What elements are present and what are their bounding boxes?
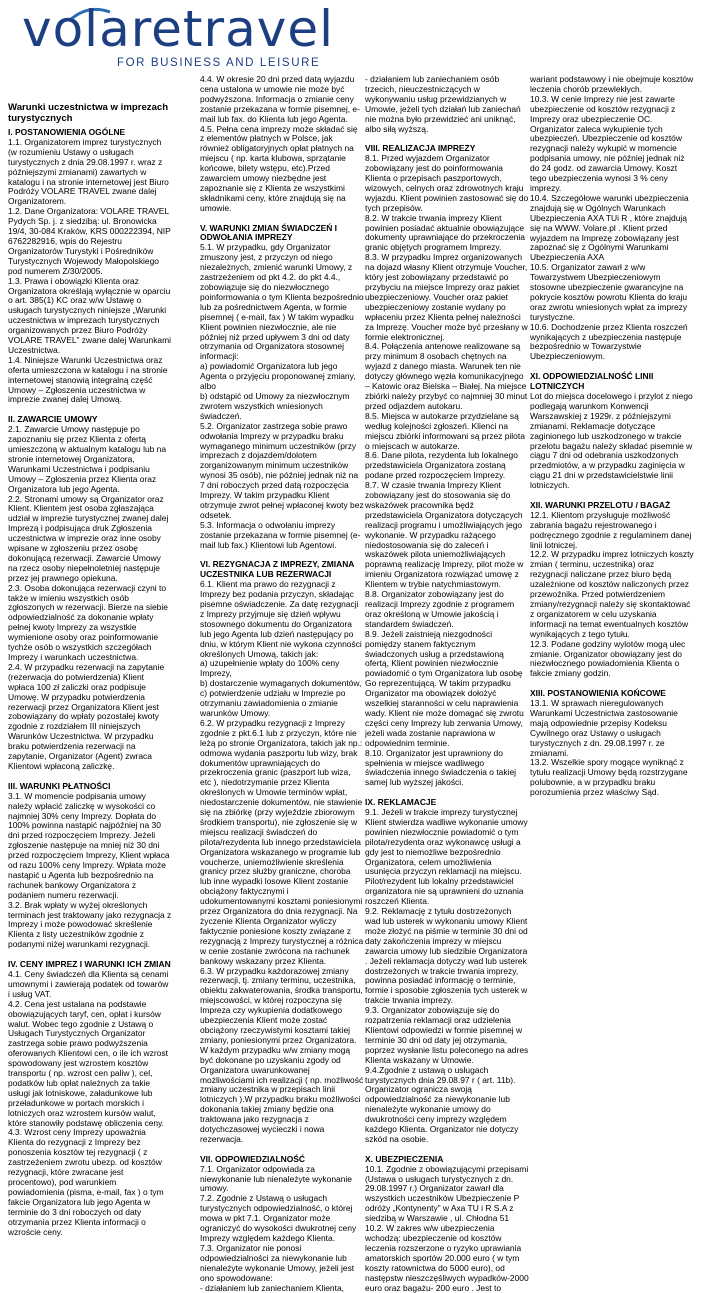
logo-wordmark: volaretravel [22,0,334,58]
paragraph: 7.3. Organizator nie ponosi odpowiedzialności za niewykonanie lub nienależyte wykonanie Umowy, jeżeli jest ono spowodowane: [200,1242,355,1283]
paragraph: 8.10. Organizator jest uprawniony do spełnienia w miejsce wadliwego świadczenia innego świadczenia o takiej samej lub wyższej jakości. [365,747,517,788]
paragraph: 8.8. Organizator zobowiązany jest do realizacji Imprezy zgodnie z programem oraz określoną w Umowie jakością i standardem świadczeń. [365,589,515,629]
section-heading: III. WARUNKI PŁATNOŚCI [8,780,111,791]
paragraph: 10.1. Zgodnie z obowiązującymi przepisami (Ustawa o usługach turystycznych z dn. 29.08.1997 r.) Organizator zawarł dla wszystkich uczestników Ubezpieczenie P odróży „Kontynenty” w Axa TU i R S.A z siedzibą w Warszawie , ul. Chłodna 51 [365,1163,529,1224]
paragraph: Lot do miejsca docelowego i przylot z niego podlegają warunkom Konwencji Warszawskiej z 1929r. z późniejszymi zmianami. Reklamacje dotyczące zaginionego lub uszkodzonego w trakcie przelotu bagażu należy składać pisemnie w ciągu 7 dni od odebrania uszkodzonych przedmiotów, a w przypadku zaginięcia w ciągu 21 dni w przedstawicielstwie linii lotniczych. [530,390,693,491]
paragraph: 2.2. Stronami umowy są Organizator oraz Klient. Klientem jest osoba zgłaszająca udział w imprezie turystycznej zwanej dalej Imprezą i podpisująca druk Zgłoszenia uczestnictwa w imprezie oraz inne osoby wpisane w zgłoszeniu przez osobę dokonującą rezerwacji. Zawarcie Umowy na rzecz osoby niepełnoletniej następuje przez jej prawnego opiekuna. [8,493,169,583]
section-heading: VII. ODPOWIEDZIALNOŚĆ [200,1153,306,1164]
section-spacer [365,1145,529,1155]
paragraph: a) powiadomić Organizatora lub jego Agenta o przyjęciu proponowanej zmiany, albo [200,361,356,392]
section-heading: XI. ODPOWIEDZIALNOŚĆ LINII LOTNICZYCH [530,371,654,392]
paragraph: 7.1. Organizator odpowiada za niewykonanie lub nienależyte wykonanie umowy. [200,1163,352,1194]
paragraph: 10.4. Szczegółowe warunki ubezpieczenia znajdują się w Ogólnych Warunkach Ubezpieczenia AXA TUi R , które znajdują się na WWW. Volare.pl . Klient przed wyjazdem na Imprezę zobowiązany jest zapoznać się z Ogólnymi Warunkami Ubezpieczenia AXA [530,192,689,263]
paragraph: 12.1. Klientom przysługuje możliwość zabrania bagażu rejestrowanego i podręcznego zgodnie z regulaminem danej linii lotniczej. [530,509,692,550]
section-heading: X. UBEZPIECZENIA [365,1153,444,1164]
paragraph: 10.5. Organizator zawarł z w/w Towarzystwem Ubezpieczeniowym stosowne ubezpieczenie gwarancyjne na pokrycie kosztów powrotu Klienta do kraju oraz zwrotu wniesionych wpłat za imprezy turystyczne. [530,262,688,322]
paragraph: 1.3. Prawa i obowiązki Klienta oraz Organizatora określają wyłącznie w oparciu o art. 385(1) KC oraz w/w Ustawę o usługach turystycznych niniejsze „Warunki uczestnictwa w imprezach turystycznych organizowanych przez Biuro Podróży VOLARE TRAVEL” zwane dalej Warunkami Uczestnictwa. [8,275,172,355]
paragraph: 8.3. W przypadku Imprez organizowanych na dojazd własny Klient otrzymuje Voucher, który jest zobowiązany przedstawić po przybyciu na miejsce Imprezy oraz pakiet ubezpieczeniowy. Voucher oraz pakiet ubezpieczeniowy zostanie wydany po wpłaceniu przez Klienta pełnej należności za Imprezę. Voucher może być przesłany w formie elektronicznej. [365,252,528,342]
section-heading: VI. REZYGNACJA Z IMPREZY, ZMIANA UCZESTNIKA LUB REZERWACJI [200,559,355,580]
section-heading: I. POSTANOWIENIA OGÓLNE [8,127,126,137]
column-4 [530,75,694,798]
paragraph: wariant podstawowy i nie obejmuje kosztów leczenia chorób przewlekłych. [530,74,694,94]
section-heading: XII. WARUNKI PRZELOTU / BAGAŻ [530,499,671,510]
paragraph: 6.2. W przypadku rezygnacji z Imprezy zgodnie z pkt.6.1 lub z przyczyn, które nie leżą po stronie Organizatora, takich jak np.: odmowa wydania paszportu lub wizy, brak dokumentów uprawniających do przekroczenia granic (paszport lub wiza, etc ), niedotrzymanie przez Klienta określonych w Umowie terminów wpłat, niedostarczenie dokumentów, nie stawienie się na zbiórkę (przy wyjeździe zbiorowym środkiem transportu), nie zgłoszenie się w miejscu realizacji świadczeń do pilota/rezydenta lub innego przedstawiciela Organizatora wskazanego w programie lub voucherze, uniemożliwienie skreślenia granicy przez służby graniczne, choroba lub inne wypadki losowe Klient zostanie obciążony faktycznymi i udokumentowanymi kosztami poniesionymi przez Organizatora do dnia rezygnacji. Na życzenie Klienta Organizator wyliczy faktycznie poniesione koszty związane z rezygnacją z Imprezy turystycznej a różnica w cenie zostanie zwrócona na rachunek bankowy wskazany przez Klienta. [200,717,364,966]
paragraph: 4.4. W okresie 20 dni przed datą wyjazdu cena ustalona w umowie nie może być podwyższona. Informacja o zmianie ceny zostanie przekazana w formie pisemnej, e-mail lub fax. do Klienta lub jego Agenta. [200,74,360,124]
paragraph: 9.3. Organizator zobowiązuje się do rozpatrzenia reklamacji oraz udzielenia Klientowi odpowiedzi w formie pisemnej w terminie 30 dni od daty jej otrzymania, poprzez wysłanie listu poleconego na adres Klienta wskazany w Umowie. [365,1005,529,1065]
paragraph: b) odstąpić od Umowy za niezwłocznym zwrotem wszystkich wniesionych świadczeń. [200,390,350,421]
column-1 [8,102,172,1237]
paragraph: 5.2. Organizator zastrzega sobie prawo odwołania Imprezy w przypadku braku wymaganego minimum uczestników (przy imprezach z dojazdem/dolotem zorganizowanym minimum uczestników wynosi 35 osób), nie później jednak niż na 7 dni roboczych przed datą rozpoczęcia Imprezy. W takim przypadku Klient otrzymuje zwrot pełnej wpłaconej kwoty bez odsetek. [200,420,364,520]
paragraph: 2.3. Osoba dokonująca rezerwacji czyni to także w imieniu wszystkich osób zgłoszonych w rezerwacji. Bierze na siebie odpowiedzialność za dokonanie wpłaty pełnej kwoty Imprezy za wszystkie wymienione osoby oraz poinformowanie tychże osób o wszystkich szczegółach Imprezy i warunkach uczestnictwa. [8,582,168,663]
paragraph: 13.2. Wszelkie spory mogące wyniknąć z tytułu realizacji Umowy będą rozstrzygane polubownie, a w przypadku braku porozumienia przez właściwy Sąd. [530,757,688,798]
section-heading: XIII. POSTANOWIENIA KOŃCOWE [530,688,666,699]
paragraph: 9.4.Zgodnie z ustawą o usługach turystycznych dnia 29.08.97 r ( art. 11b). Organizator ograniczа swoją odpowiedzialność za niewykonanie lub nienależyte wykonanie umowy do dwukrotności ceny imprezy względem każdego Klienta. Organizator nie dotyczy szkód na osobie. [365,1064,519,1144]
paragraph: c) potwierdzenie udziału w Imprezie po otrzymaniu zawiadomienia o zmianie warunków Umowy. [200,688,346,718]
volare-travel-logo [22,0,422,69]
paragraph: 13.1. W sprawach nieregulowanych Warunkami Uczestnictwa zastosowanie mają odpowiednie przepisy Kodeksu Cywilnego oraz Ustawy o usługach turystycznych z dn. 29.08.1997 r. ze zmianami. [530,698,678,758]
paragraph: 12.2. W przypadku imprez lotniczych koszty zmian ( terminu, uczestnika) oraz rezygnacji naliczane przez biuro będą uzależnione od kosztów naliczonych przez przewoźnika. Przed potwierdzeniem zmiany/rezygnacji należy się skontaktować z organizatorem w celu uzyskania informacji na temat ewentualnych kosztów wynikających z tego tytułu. [530,549,694,639]
paragraph: 2.4. W przypadku rezerwacji na zapytanie (rezerwacja do potwierdzenia) Klient wpłaca 100 zł zaliczki oraz podpisuje Umowę. W przypadku potwierdzenia rezerwacji przez Organizatora Klient jest zobowiązany do wpłaty pozostałej kwoty zgodnie z rozdziałem III niniejszych Warunków Uczestnictwa. W przypadku braku potwierdzenia rezerwacji na zapytanie, Organizator (Agent) zwraca Klientowi wpłaconą zaliczkę. [8,661,165,771]
paragraph: 8.1. Przed wyjazdem Organizator zobowiązany jest do poinformowania Klienta o przepisach paszportowych, wizowych, celnych oraz zdrowotnych kraju wyjazdu. Klient powinien zastosować się do tych przepisów. [365,153,529,213]
paragraph: 1.2. Dane Organizatora: VOLARE TRAVEL Pydych Sp. j. z siedzibą: ul. Bronowicka 19/4, 30-084 Kraków, KRS 000222394, NIP 6762282916, wpis do Rejestru Organizatorów Turystyki i Pośredników Turystycznych Wojewody Małopolskiego pod numerem Z/30/2005. [8,206,171,276]
section-heading: IV. CENY IMPREZ I WARUNKI ICH ZMIAN [8,959,171,970]
paragraph: 8.5. Miejsca w autokarze przydzielane są według kolejności zgłoszeń. Klienci na miejscu zbiórki informowani są przez pilota o miejscach w autokarze. [365,410,525,451]
paragraph: 6.1. Klient ma prawo do rezygnacji z Imprezy bez podania przyczyn, składając pisemne oświadczenie. Za datę rezygnacji z Imprezy przyjmuje się dzień wpływu stosownego dokumentu do Organizatora lub jego Agenta lub dzień następujący po dniu, w którym Klient nie wykona czynności określonych Umową, takich jak: [200,579,362,659]
paragraph: 8.7. W czasie trwania Imprezy Klient zobowiązany jest do stosowania się do wskazówek pracownika będź przedstawiciela Organizatora dotyczących realizacji programu i umożliwiających jego wykonanie. W przypadku rażącego niedostosowania się do zaleceń i wskazówek pilota uniemożliwiających poprawną realizację Imprezy, pilot może w imieniu Organizatora rozwiązać umowę z Klientem w trybie natychmiastowym. [365,480,524,590]
paragraph: 4.5. Pełna cena imprezy może składać się z elementów płatnych w Polsce, jak również obligatoryjnych opłat płatnych na miejscu ( np. karta klubowa, sprzątanie końcowe, bilety wstępu, etc).Przed zawarciem umowy niezbędne jest zapoznanie się z Klienta ze wszystkimi składnikami ceny, które znajdują się na umowie. [200,123,358,213]
paragraph: 2.1. Zawarcie Umowy następuje po zapoznaniu się przez Klienta z ofertą umieszczoną w aktualnym katalogu lub na stronie internetowej Organizatora, Warunkami Uczestnictwa i podpisaniu Umowy – Zgłoszenia przez Klienta oraz Organizatora lub jego Agenta. [8,424,167,494]
section-heading: VIII. REALIZACJA IMPREZY [365,143,476,154]
paragraph: 1.4. Niniejsze Warunki Uczestnictwa oraz oferta umieszczona w katalogu i na stronie internetowej stanowią integralną część Umowy – Zgłoszenia uczestnictwa w imprezie zwanej dalej Umową. [8,354,168,405]
paragraph: 7.2. Zgodnie z Ustawą o usługach turystycznych odpowiedzialność, o której mowa w pkt 7.1. Organizator może ograniczyć do wysokości dwukrotnej ceny Imprezy względem każdego Klienta. [200,1193,357,1243]
paragraph: 1.1. Organizatorem imprez turystycznych (w rozumieniu Ustawy o usługach turystycznych z dnia 29.08.1997 r. wraz z późniejszymi zmianami) zawartych w katalogu i na stronie internetowej jest Biuro Podróży VOLARE TRAVEL zwane dalej Organizatorem. [8,136,169,207]
paragraph: 8.4. Połączenia antenowe realizowane są przy minimum 8 osobach chętnych na wyjazd z danego miasta. Warunek ten nie dotyczy głównego węzła komunikacyjnego – Katowic oraz Bielska – Białej. Na miejsce zbiórki należy przybyć co najmniej 30 minut przed odjazdem autokaru. [365,341,528,411]
paragraph: 12.3. Podane godziny wylotów mogą ulec zmianie. Organizator obowiązany jest do niezwłocznego powiadomienia Klienta o fakcie zmiany godzin. [530,638,686,679]
paragraph: 9.1. Jeżeli w trakcie imprezy turystycznej Klient stwierdza wadliwe wykonanie umowy powinien niezwłocznie powiadomić o tym pilota/rezydenta oraz wykonawcę usługi a gdy jest to niemożliwe bezpośrednio Organizatora, celem umożliwienia usunięcia przyczyn reklamacji na miejscu. Pilot/rezydent lub lokalny przedstawiciel organizatora nie są uprawnieni do uznania roszczeń Klienta. [365,807,528,907]
paragraph: 10.3. W cenie Imprezy nie jest zawarte ubezpieczenie od kosztów rezygnacji z Imprezy oraz ubezpieczenie OC. Organizator zaleca wykupienie tych ubezpieczeń. Ubezpieczenie od kosztów rezygnacji należy wykupić w momencie podpisania umowy, nie później jednak niż do 24 godz. od zawarcia Umowy. Koszt tego ubezpieczenia wynosi 3 % ceny imprezy. [530,93,685,193]
paragraph: 10.2. W zakres w/w ubezpieczenia wchodzą: ubezpieczenie od kosztów leczenia rozszerzone o ryzyko uprawiania amatorskich sportów 20.000 euro ( w tym koszty ratownictwa do 5000 euro), od następstw nieszczęśliwych wypadków-2000 euro oraz bagażu- 200 euro . Jest to [365,1223,529,1293]
paragraph: 10.6. Dochodzenie przez Klienta roszczeń wynikających z ubezpieczenia następuje bezpośrednio w Towarzystwie Ubezpieczeniowym. [530,321,688,362]
paragraph: 8.2. W trakcie trwania imprezy Klient powinien posiadać aktualnie obowiązujące dokumenty uprawniające do przekroczenia granic objętych programem Imprezy. [365,212,525,253]
paragraph: - działaniem lub zaniechaniem Klienta, [200,1282,344,1293]
column-2 [200,75,364,1293]
paragraph: 8.6. Dane pilota, rezydenta lub lokalnego przedstawiciela Organizatora zostaną podane przed rozpoczęciem Imprezy. [365,450,518,481]
paragraph: 8.9. Jeżeli zaistnieją niezgodności pomiędzy stanem faktycznym świadczonych usług a przedstawioną ofertą, Klient powinien niezwłocznie powiadomić o tym Organizatora lub osobę Go reprezentującą. W takim przypadku Organizator ma obowiązek dołożyć wszelkiej staranności w celu naprawienia wady. Klient nie może domagać się zwrotu części ceny Imprezy lub zerwania Umowy, jeżeli wada zostanie naprawiona w odpowiednim terminie. [365,628,524,748]
paragraph: - działaniem lub zaniechaniem osób trzecich, nieuczestniczących w wykonywaniu usług przewidzianych w Umowie, jeżeli tych działań lub zaniechań nie można było przewidzieć ani uniknąć, albo siłą wyższą. [365,74,521,134]
paragraph: 9.2. Reklamację z tytułu dostrzeżonych wad lub usterek w wykonaniu umowy Klient może złożyć na piśmie w terminie 30 dni od daty zakończenia imprezy w miejscu zawarcia umowy lub siedzibie Organizatora . Jeżeli reklamacja dotyczy wad lub usterek dostrzeżonych w trakcie trwania imprezy, powinna posiadać informację o terminie, formie i sposobie zgłoszenia tych usterek w trakcie trwania imprezy. [365,906,528,1006]
section-heading: IX. REKLAMACJE [365,797,437,808]
document-title: Warunki uczestnictwa w imprezach turystycznych [8,102,169,124]
paragraph: 5.3. Informacja o odwołaniu imprezy zostanie przekazana w formie pisemnej (e-mail lub fax.) Klientowi lub Agentowi. [200,519,361,550]
column-3 [365,75,529,1293]
paragraph: 4.3. Wzrost ceny Imprezy upoważnia Klienta do rezygnacji z Imprezy bez ponoszenia kosztów tej rezygnacji ( z zastrzeżeniem zwrotu ubezp. od kosztów rezygnacji, które zwracane jest procentowo), pod warunkiem powiadomienia (pisma, e-mail, fax ) o tym fakcie Organizatora lub jego Agenta w terminie do 3 dni roboczych od daty otrzymania przez Klienta informacji o wzroście ceny. [8,1127,164,1237]
logo-tagline: FOR BUSINESS AND LEISURE [117,57,321,69]
paragraph: 3.2. Brak wpłaty w wyżej określonych terminach jest traktowany jako rezygnacja z Imprezy i może powodować skreślenie Klienta z listy uczestników zgodnie z podanymi niżej warunkami rezygnacji. [8,899,172,950]
paragraph: 6.3. W przypadku każdorazowej zmiany rezerwacji, tj. zmiany terminu, uczestnika, obiektu zakwaterowania, środka transportu, miejscowości, w której rozpoczyna się Impreza czy wykupienia dodatkowego ubezpieczenia Klient może zostać obciążony rzeczywistymi kosztami takiej zmiany, poniesionymi przez Organizatora. W każdym przypadku w/w zmiany mogą być dokonane po uzyskaniu zgody od Organizatora uwarunkowanej możliwościami ich realizacji ( np. możliwość zmiany uczestnika w przepisach linii lotniczych ).W przypadku braku możliwości dokonania takiej zmiany będzie ona traktowana jako rezygnacja z dotychczasowej wycieczki i nowa rezerwacja. [200,965,364,1144]
paragraph: 4.2. Cena jest ustalana na podstawie obowiązujących taryf, cen, opłat i kursów walut. Wobec tego zgodnie z Ustawą o Usługach Turystycznych Organizator zastrzega sobie prawo podwyższenia oferowanych Klientowi cen, o ile ich wzrost spowodowany jest wzrostem kosztów transportu ( np. wzrost cen paliw ), cel, podatków lub opłat należnych za takie usługi jak lotniskowe, załadunkowe lub przeładunkowe w portach morskich i lotniczych oraz wzrostem kursów walut, które stanowiły podstawę obliczenia ceny. [8,998,168,1128]
paragraph: 4.1. Ceny świadczeń dla Klienta są cenami umownymi i zawierają podatek od towarów i usług VAT. [8,968,169,999]
paragraph: b) dostarczenie wymaganych dokumentów, [200,678,362,689]
paragraph: a) uzupełnienie wpłaty do 100% ceny Imprezy, [200,658,340,679]
section-spacer [200,1145,364,1155]
section-heading: V. WARUNKI ZMIAN ŚWIADCZEŃ I ODWOŁANIA IMPREZY [200,222,338,243]
paragraph: 3.1. W momencie podpisania umowy należy wpłacić zaliczkę w wysokości co najmniej 30% ceny Imprezy. Dopłata do 100% powinna nastąpić najpóźniej na 30 dni przed rozpoczęciem Imprezy. Jeżeli zgłoszenie następuje na mniej niż 30 dni przed rozpoczęciem Imprezy, Klient wpłaca od razu 100% ceny Imprezy. Wpłata może nastąpić u Agenta lub bezpośrednio na rachunek bankowy Organizatora z podaniem numeru rezerwacji. [8,790,170,900]
paragraph: 5.1. W przypadku, gdy Organizator zmuszony jest, z przyczyn od niego niezależnych, zmienić warunki Umowy, z zastrzeżeniem od pkt 4.2. do pkt 4.4., zobowiązuje się do niezwłocznego poinformowania o tym Klienta bezpośrednio lub za pośrednictwem Agenta, w formie pisemnej ( e-mail, fax ) W takim wypadku Klient powinien niezwłocznie, ale nie później niż przed upływem 3 dni od daty otrzymania od Organizatora stosownej informacji: [200,242,364,362]
section-heading: II. ZAWARCIE UMOWY [8,414,98,425]
